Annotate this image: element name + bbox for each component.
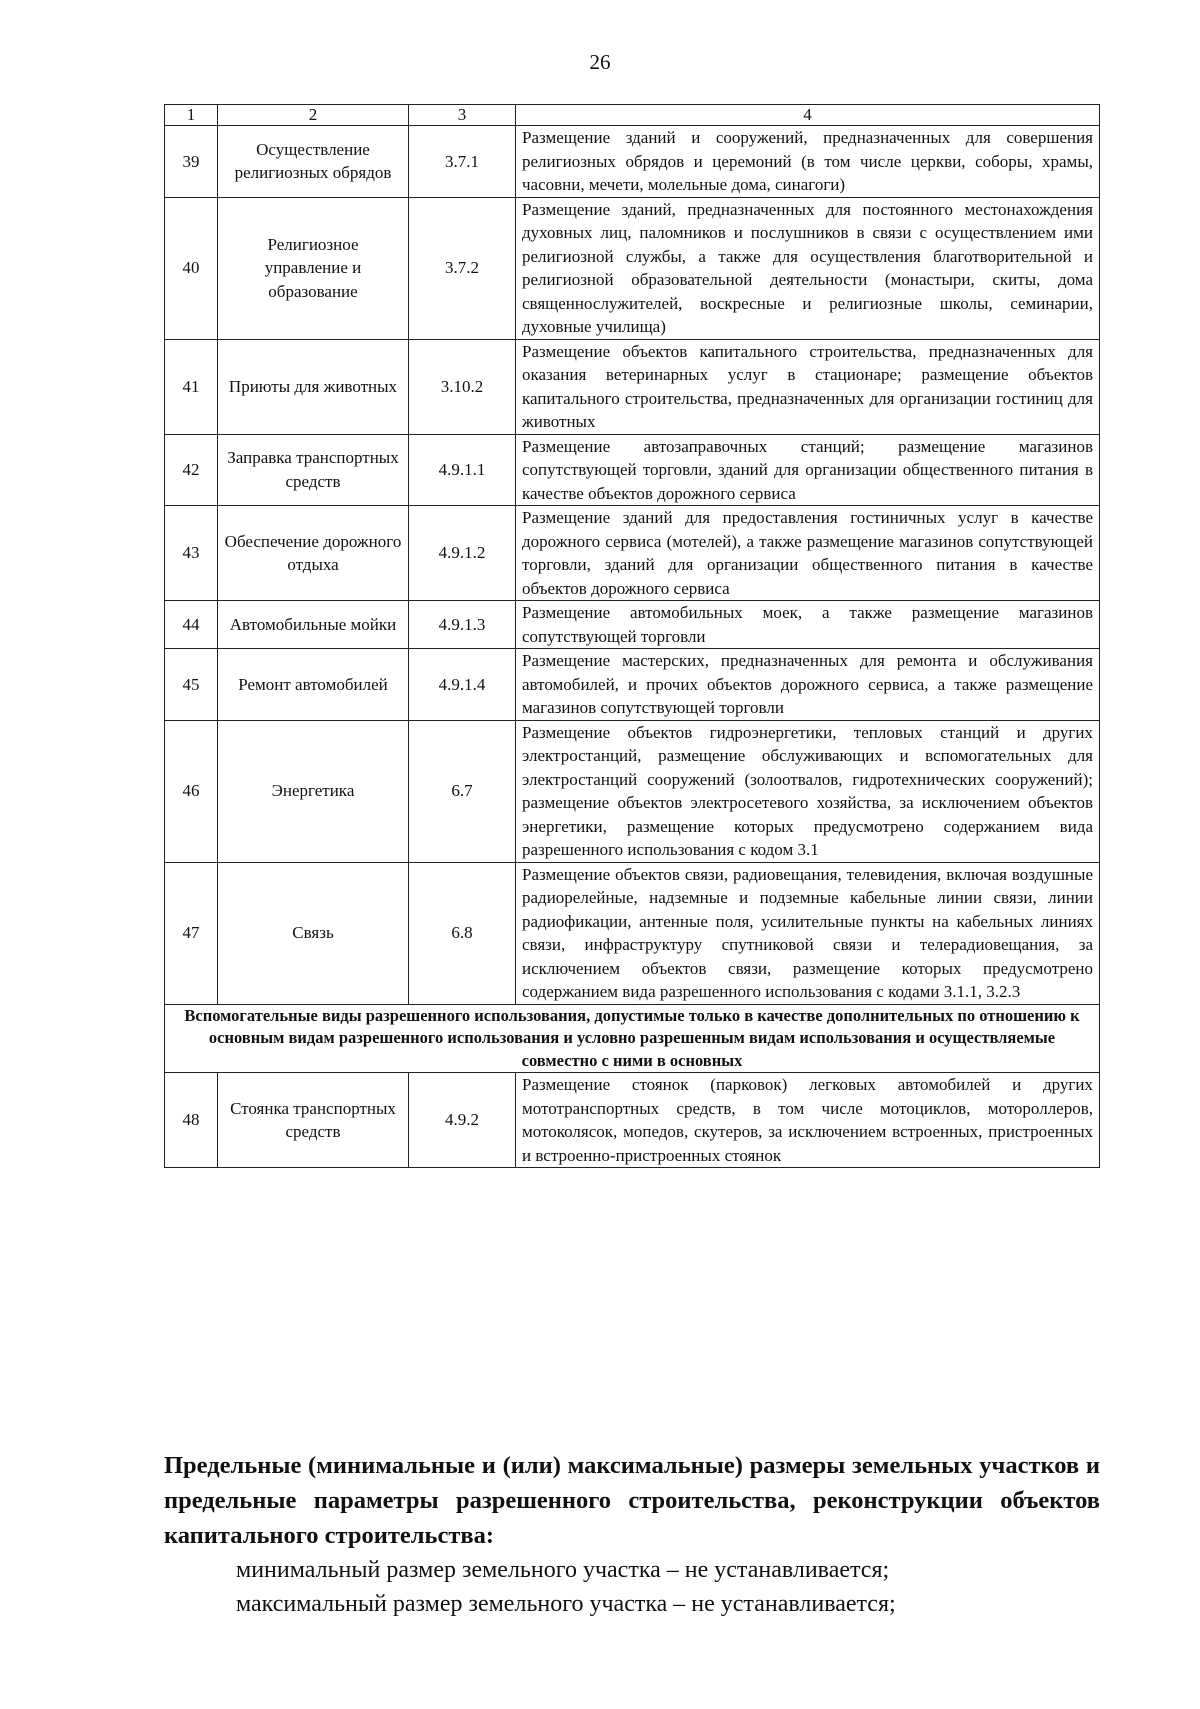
use-type-code: 3.7.1 <box>409 126 516 198</box>
permitted-use-table <box>164 104 1100 1168</box>
use-type-code: 6.7 <box>409 720 516 862</box>
limits-line-min: минимальный размер земельного участка – не устанавливается; <box>236 1557 890 1583</box>
use-type-code: 4.9.1.2 <box>409 506 516 601</box>
table-row <box>165 720 1100 862</box>
use-type-name: Автомобильные мойки <box>218 601 409 649</box>
use-type-description: Размещение автомобильных моек, а также размещение магазинов сопутствующей торговли <box>516 601 1100 649</box>
use-type-name: Обеспечение дорожного отдыха <box>218 506 409 601</box>
limits-line-max: максимальный размер земельного участка – не устанавливается; <box>236 1591 896 1617</box>
use-type-code: 6.8 <box>409 862 516 1004</box>
use-type-code: 4.9.1.1 <box>409 434 516 506</box>
use-type-name: Приюты для животных <box>218 339 409 434</box>
use-type-code: 3.10.2 <box>409 339 516 434</box>
header-col-2: 2 <box>218 105 409 126</box>
table-row <box>165 649 1100 721</box>
row-number: 44 <box>165 601 218 649</box>
use-type-code: 4.9.1.4 <box>409 649 516 721</box>
use-type-description: Размещение объектов гидроэнергетики, тепловых станций и других электростанций, размещение обслуживающих и вспомогательных для электростанций сооружений (золоотвалов, гидротехнических сооружений); размещение объектов электросетевого хозяйства, за исключением объектов энергетики, размещение которых предусмотрено содержанием вида разрешенного использования с кодом 3.1 <box>516 720 1100 862</box>
use-type-description: Размещение объектов связи, радиовещания, телевидения, включая воздушные радиорелейные, надземные и подземные кабельные линии связи, линии радиофикации, антенные поля, усилительные пункты на кабельных линиях связи, инфраструктуру спутниковой связи и телерадиовещания, за исключением объектов связи, размещение которых предусмотрено содержанием вида разрешенного использования с кодами 3.1.1, 3.2.3 <box>516 862 1100 1004</box>
table-row <box>165 862 1100 1004</box>
use-type-code: 3.7.2 <box>409 197 516 339</box>
use-type-description: Размещение зданий и сооружений, предназначенных для совершения религиозных обрядов и церемоний (в том числе церкви, соборы, храмы, часовни, мечети, молельные дома, синагоги) <box>516 126 1100 198</box>
row-number: 48 <box>165 1073 218 1168</box>
row-number: 39 <box>165 126 218 198</box>
table-header-row <box>165 105 1100 126</box>
use-type-name: Связь <box>218 862 409 1004</box>
table-row <box>165 339 1100 434</box>
use-type-name: Ремонт автомобилей <box>218 649 409 721</box>
use-type-description: Размещение стоянок (парковок) легковых автомобилей и других мототранспортных средств, в том числе мотоциклов, мотороллеров, мотоколясок, мопедов, скутеров, за исключением встроенных, пристроенных и встроенно-пристроенных стоянок <box>516 1073 1100 1168</box>
use-type-code: 4.9.1.3 <box>409 601 516 649</box>
table-row <box>165 126 1100 198</box>
header-col-4: 4 <box>516 105 1100 126</box>
use-type-name: Заправка транспортных средств <box>218 434 409 506</box>
row-number: 41 <box>165 339 218 434</box>
auxiliary-section-row <box>165 1004 1100 1073</box>
header-col-3: 3 <box>409 105 516 126</box>
row-number: 40 <box>165 197 218 339</box>
row-number: 42 <box>165 434 218 506</box>
use-type-name: Осуществление религиозных обрядов <box>218 126 409 198</box>
use-type-name: Энергетика <box>218 720 409 862</box>
table-row <box>165 197 1100 339</box>
limits-heading: Предельные (минимальные и (или) максимальные) размеры земельных участков и предельные параметры разрешенного строительства, реконструкции объектов капитального строительства: <box>164 1452 1100 1549</box>
header-col-1: 1 <box>165 105 218 126</box>
use-type-description: Размещение зданий, предназначенных для постоянного местонахождения духовных лиц, паломников и послушников в связи с осуществлением ими религиозной службы, а также для осуществления благотворительной и религиозной образовательной деятельности (монастыри, скиты, дома священнослужителей, воскресные и религиозные школы, семинарии, духовные училища) <box>516 197 1100 339</box>
table-row <box>165 434 1100 506</box>
row-number: 43 <box>165 506 218 601</box>
limits-section <box>164 1448 1100 1621</box>
use-type-name: Религиозное управление и образование <box>218 197 409 339</box>
use-type-description: Размещение автозаправочных станций; размещение магазинов сопутствующей торговли, зданий для организации общественного питания в качестве объектов дорожного сервиса <box>516 434 1100 506</box>
table-row <box>165 601 1100 649</box>
table-row <box>165 506 1100 601</box>
use-type-description: Размещение объектов капитального строительства, предназначенных для оказания ветеринарных услуг в стационаре; размещение объектов капитального строительства, предназначенных для организации гостиниц для животных <box>516 339 1100 434</box>
use-type-description: Размещение зданий для предоставления гостиничных услуг в качестве дорожного сервиса (мотелей), а также размещение магазинов сопутствующей торговли, зданий для организации общественного питания в качестве объектов дорожного сервиса <box>516 506 1100 601</box>
use-type-code: 4.9.2 <box>409 1073 516 1168</box>
row-number: 45 <box>165 649 218 721</box>
row-number: 46 <box>165 720 218 862</box>
page-number: 26 <box>589 50 611 74</box>
auxiliary-section-title: Вспомогательные виды разрешенного использования, допустимые только в качестве дополнительных по отношению к основным видам разрешенного использования и условно разрешенным видам использования и осуществляемые совместно с ними в основных <box>165 1004 1100 1073</box>
row-number: 47 <box>165 862 218 1004</box>
use-type-description: Размещение мастерских, предназначенных для ремонта и обслуживания автомобилей, и прочих объектов дорожного сервиса, а также размещение магазинов сопутствующей торговли <box>516 649 1100 721</box>
table-row <box>165 1073 1100 1168</box>
use-type-name: Стоянка транспортных средств <box>218 1073 409 1168</box>
